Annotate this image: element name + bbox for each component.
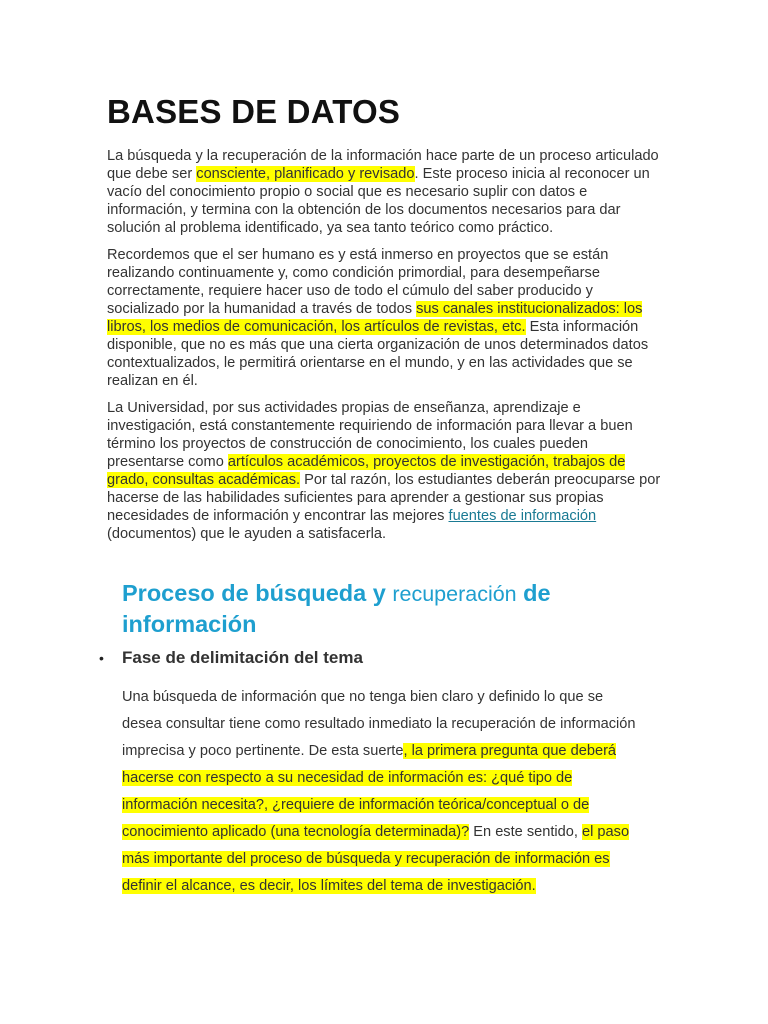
paragraph-1-text-b: . Este proceso inicia al reconocer un vacío del conocimiento propio o social que es necesario suplir con datos e información, y termina con la obtención de los documentos necesarios para dar solución al problema identificado, ya sea tanto teórico como práctico.	[107, 166, 650, 236]
paragraph-4-highlight-b: el paso más importante del proceso de búsqueda y recuperación de información es definir el alcance, es decir, los límites del tema de investigación.	[122, 824, 630, 894]
section-heading-part-b: recuperación	[392, 582, 517, 606]
paragraph-1-highlight: consciente, planificado y revisado	[196, 166, 415, 182]
paragraph-4-text-b: En este sentido,	[469, 824, 583, 840]
subheading: Fase de delimitación del tema	[122, 648, 363, 667]
paragraph-2-highlight: sus canales institucionalizados: los libros, los medios de comunicación, los artículos de revistas, etc.	[107, 301, 643, 335]
paragraph-3-text-c: (documentos) que le ayuden a satisfacerla.	[107, 526, 387, 542]
paragraph-3-text-a: La Universidad, por sus actividades propias de enseñanza, aprendizaje e investigación, está constantemente requiriendo de información para llevar a buen término los proyectos de construcción de conocimiento, los cuales pueden presentarse como	[107, 400, 633, 470]
paragraph-3	[107, 399, 667, 543]
paragraph-2-text-b: Esta información disponible, que no es más que una cierta organización de unos determinados datos contextualizados, le permitirá orientarse en el mundo, y en las actividades que se realizan en él.	[107, 319, 649, 389]
paragraph-4-text-a: Una búsqueda de información que no tenga bien claro y definido lo que se desea consultar tiene como resultado inmediato la recuperación de información imprecisa y poco pertinente. De esta suerte	[122, 689, 636, 759]
paragraph-1-text-a: La búsqueda y la recuperación de la información hace parte de un proceso articulado que debe ser	[107, 148, 659, 182]
bullet-icon: •	[99, 650, 104, 666]
section-heading-part-a: Proceso de búsqueda y	[122, 580, 393, 606]
fuentes-de-informacion-link[interactable]: fuentes de información	[448, 508, 597, 524]
paragraph-3-highlight: artículos académicos, proyectos de investigación, trabajos de grado, consultas académicas.	[107, 454, 626, 488]
paragraph-4-highlight-a: , la primera pregunta que deberá hacerse con respecto a su necesidad de información es: ¿qué tipo de información necesita?, ¿requiere de información teórica/conceptual o de conocimiento aplicado (una tecnología determinada)?	[122, 743, 617, 840]
section-heading	[122, 578, 642, 639]
intro-text	[107, 147, 667, 552]
paragraph-1	[107, 147, 667, 237]
paragraph-2	[107, 246, 667, 390]
section-heading-part-c: de información	[122, 580, 551, 637]
paragraph-3-text-b: Por tal razón, los estudiantes deberán preocuparse por hacerse de las habilidades suficientes para aprender a gestionar sus propias necesidades de información y encontrar las mejores	[107, 472, 661, 524]
paragraph-4	[122, 684, 637, 900]
page-title: BASES DE DATOS	[107, 93, 401, 130]
paragraph-2-text-a: Recordemos que el ser humano es y está inmerso en proyectos que se están realizando continuamente y, como condición primordial, para desempeñarse correctamente, requiere hacer uso de todo el cúmulo del saber producido y socializado por la humanidad a través de todos	[107, 247, 609, 317]
bullet-item	[99, 648, 659, 668]
